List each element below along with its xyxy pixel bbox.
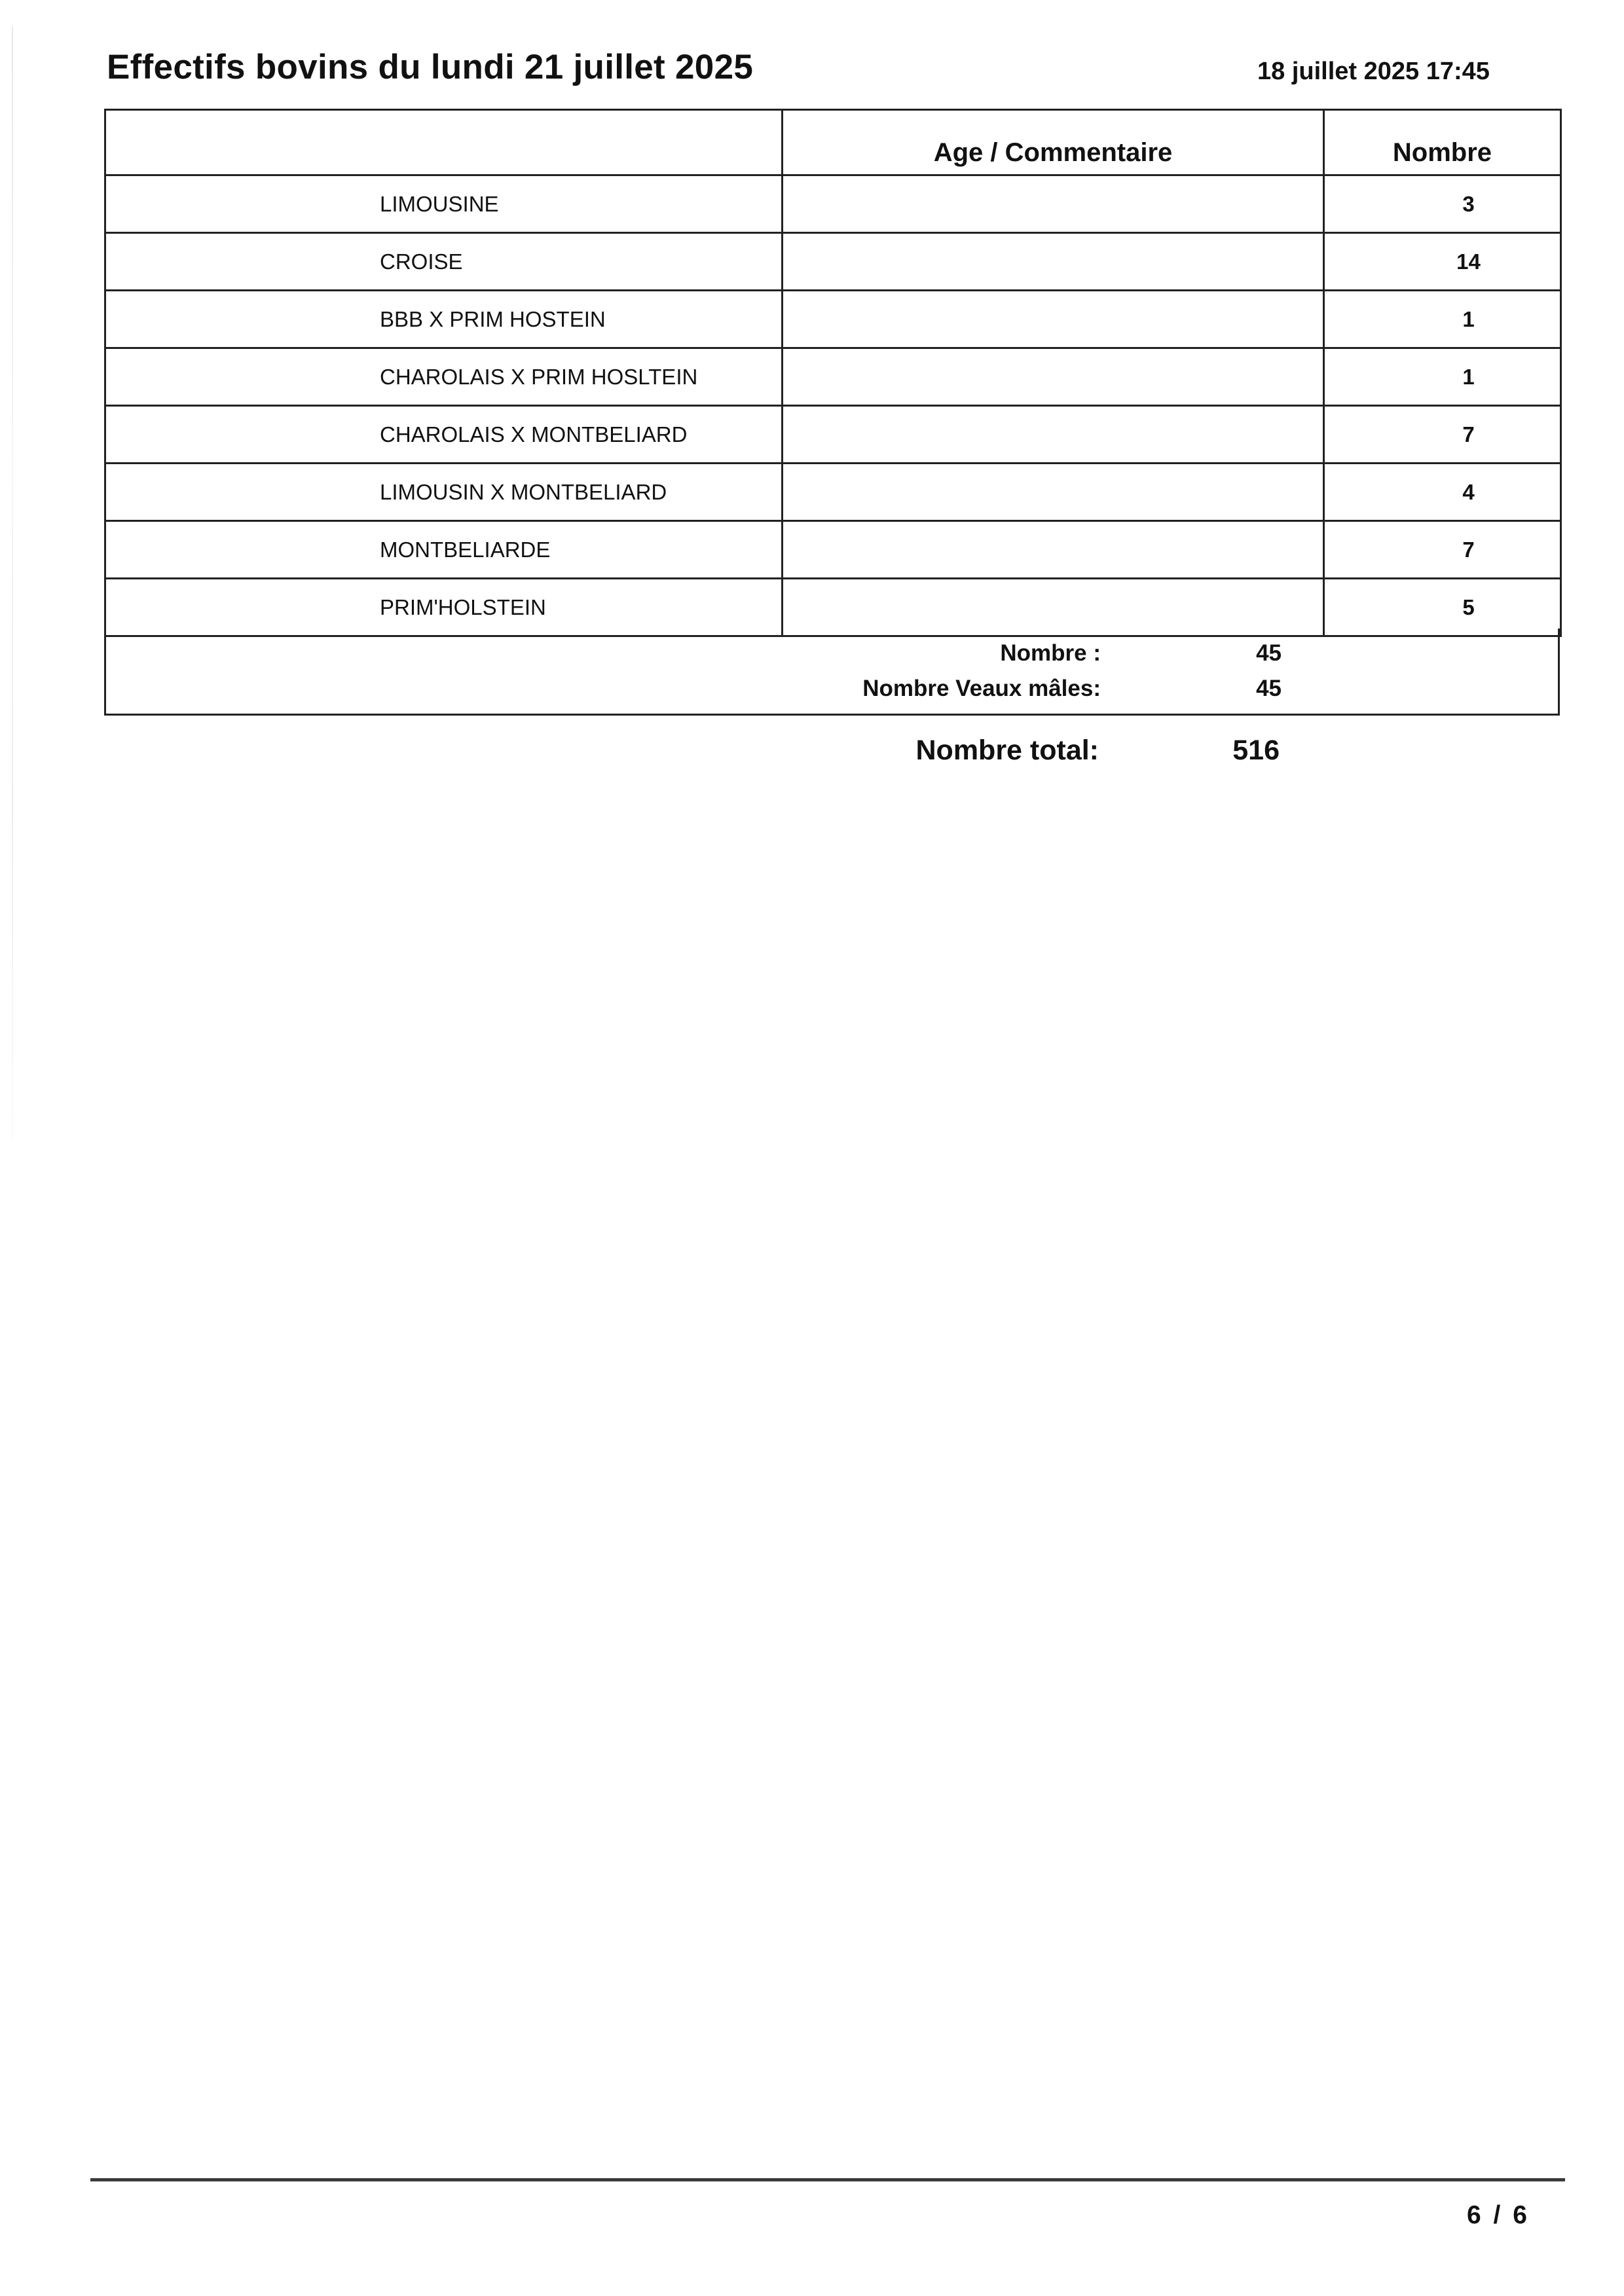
table-row — [105, 291, 1561, 348]
table-row — [105, 406, 1561, 464]
count-cell: 4 — [1324, 464, 1561, 521]
comment-cell — [783, 406, 1324, 464]
breed-cell: CHAROLAIS X MONTBELIARD — [105, 406, 783, 464]
comment-cell — [783, 464, 1324, 521]
count-cell: 7 — [1324, 406, 1561, 464]
table-row — [105, 521, 1561, 579]
comment-cell — [783, 579, 1324, 636]
count-cell: 1 — [1324, 348, 1561, 406]
grand-total-label: Nombre total: — [915, 735, 1099, 766]
column-header-count: Nombre — [1324, 110, 1561, 175]
column-header-breed — [105, 110, 783, 175]
breed-cell: MONTBELIARDE — [105, 521, 783, 579]
summary-male-calves-label: Nombre Veaux mâles: — [862, 676, 1101, 701]
count-cell: 1 — [1324, 291, 1561, 348]
table-header-row — [105, 110, 1561, 175]
table-row — [105, 579, 1561, 636]
table-row — [105, 348, 1561, 406]
breed-cell: CROISE — [105, 233, 783, 291]
count-cell: 14 — [1324, 233, 1561, 291]
comment-cell — [783, 521, 1324, 579]
breed-cell: LIMOUSINE — [105, 175, 783, 233]
count-cell: 5 — [1324, 579, 1561, 636]
scan-edge — [12, 26, 13, 1139]
comment-cell — [783, 348, 1324, 406]
comment-cell — [783, 175, 1324, 233]
comment-cell — [783, 233, 1324, 291]
print-timestamp: 18 juillet 2025 17:45 — [1257, 58, 1490, 85]
grand-total-row — [104, 735, 1556, 774]
livestock-table — [104, 109, 1562, 637]
summary-male-calves-value: 45 — [1256, 676, 1282, 701]
footer-divider — [90, 2178, 1565, 2181]
comment-cell — [783, 291, 1324, 348]
table-row — [105, 175, 1561, 233]
count-cell: 3 — [1324, 175, 1561, 233]
column-header-comment: Age / Commentaire — [783, 110, 1324, 175]
table-row — [105, 233, 1561, 291]
breed-cell: PRIM'HOLSTEIN — [105, 579, 783, 636]
page-title: Effectifs bovins du lundi 21 juillet 2025 — [107, 48, 754, 86]
table-row — [105, 464, 1561, 521]
summary-count-row — [106, 640, 1558, 673]
breed-cell: BBB X PRIM HOSTEIN — [105, 291, 783, 348]
breed-cell: CHAROLAIS X PRIM HOSLTEIN — [105, 348, 783, 406]
summary-count-value: 45 — [1256, 640, 1282, 666]
summary-box — [104, 629, 1560, 716]
summary-count-label: Nombre : — [1000, 640, 1101, 666]
grand-total-value: 516 — [1232, 735, 1280, 766]
page-number: 6 / 6 — [1467, 2201, 1530, 2229]
count-cell: 7 — [1324, 521, 1561, 579]
summary-male-calves-row — [106, 676, 1558, 708]
breed-cell: LIMOUSIN X MONTBELIARD — [105, 464, 783, 521]
